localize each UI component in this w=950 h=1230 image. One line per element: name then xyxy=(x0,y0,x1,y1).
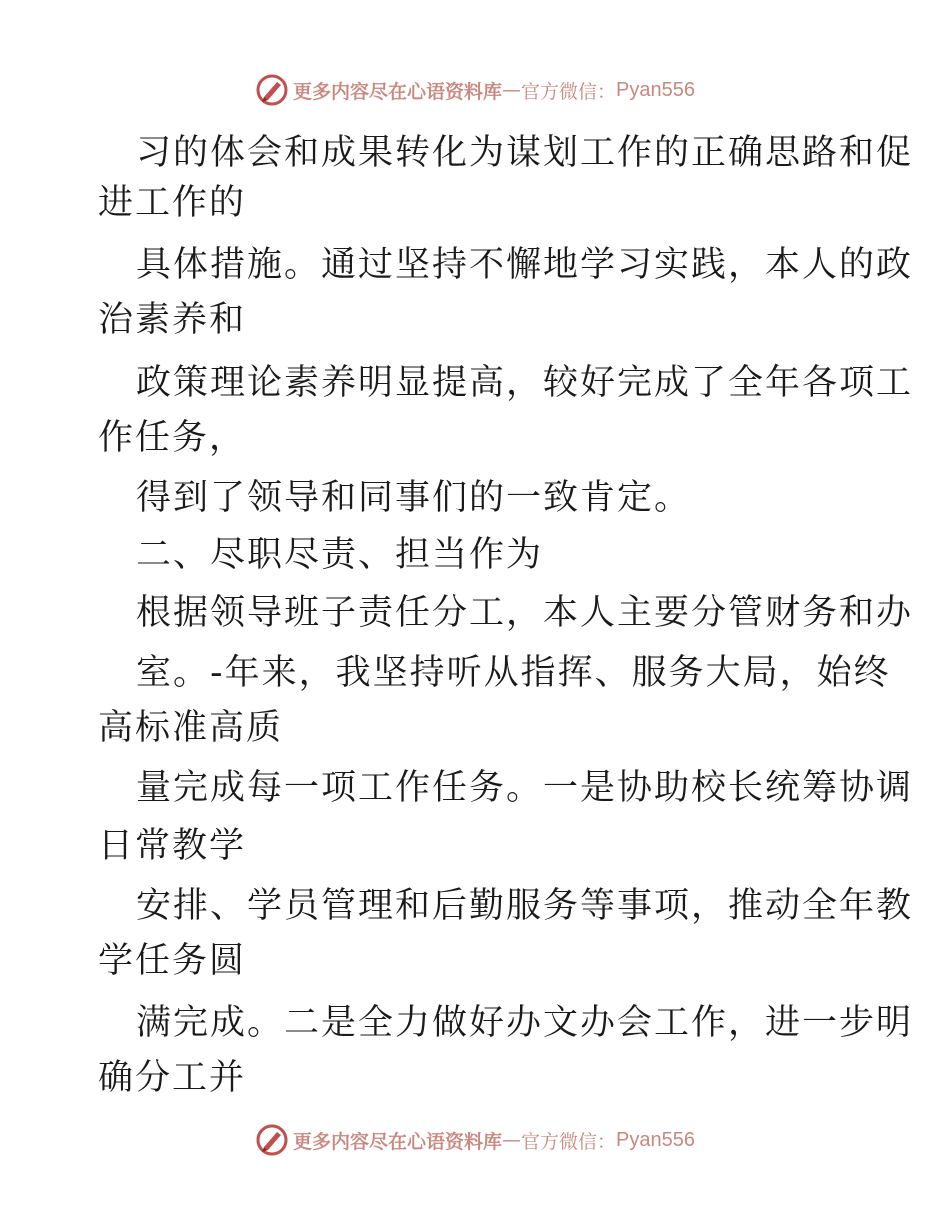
text-line: 得到了领导和同事们的一致肯定。 xyxy=(136,478,692,518)
banner-main-text: 更多内容尽在心语资料库 xyxy=(293,80,503,103)
text-line: 根据领导班子责任分工，本人主要分管财务和办 xyxy=(136,593,914,633)
text-line: 满完成。二是全力做好办文办会工作，进一步明 xyxy=(136,1003,914,1043)
text-line: 安排、学员管理和后勤服务等事项，推动全年教 xyxy=(136,886,914,926)
text-line: 政策理论素养明显提高，较好完成了全年各项工 xyxy=(136,363,914,403)
section-heading: 二、尽职尽责、担当作为 xyxy=(136,535,544,575)
text-line: 治素养和 xyxy=(98,300,247,340)
banner-main-text: 更多内容尽在心语资料库 xyxy=(293,1130,503,1153)
text-line: 作任务， xyxy=(98,418,247,458)
banner-wechat-id: Pyan556 xyxy=(616,78,695,101)
banner-separator: — xyxy=(502,1129,522,1151)
banner-wechat-id: Pyan556 xyxy=(616,1128,695,1151)
pen-logo-icon xyxy=(255,1123,289,1157)
pen-logo-icon xyxy=(255,73,289,107)
banner-separator: — xyxy=(502,79,522,101)
text-line: 习的体会和成果转化为谋划工作的正确思路和促 xyxy=(136,133,914,173)
text-line: 日常教学 xyxy=(98,826,247,866)
text-line: 高标准高质 xyxy=(98,708,284,748)
text-line: 室。-年来，我坚持听从指挥、服务大局，始终 xyxy=(136,653,891,693)
text-line: 进工作的 xyxy=(98,183,247,223)
text-line: 具体措施。通过坚持不懈地学习实践，本人的政 xyxy=(136,245,914,285)
text-line: 量完成每一项工作任务。一是协助校长统筹协调 xyxy=(136,768,914,808)
text-line: 学任务圆 xyxy=(98,941,247,981)
banner-wechat-label: 官方微信： xyxy=(521,80,617,103)
footer-banner xyxy=(0,1120,950,1160)
text-line: 确分工并 xyxy=(98,1058,247,1098)
banner-wechat-label: 官方微信： xyxy=(521,1130,617,1153)
header-banner xyxy=(0,70,950,110)
